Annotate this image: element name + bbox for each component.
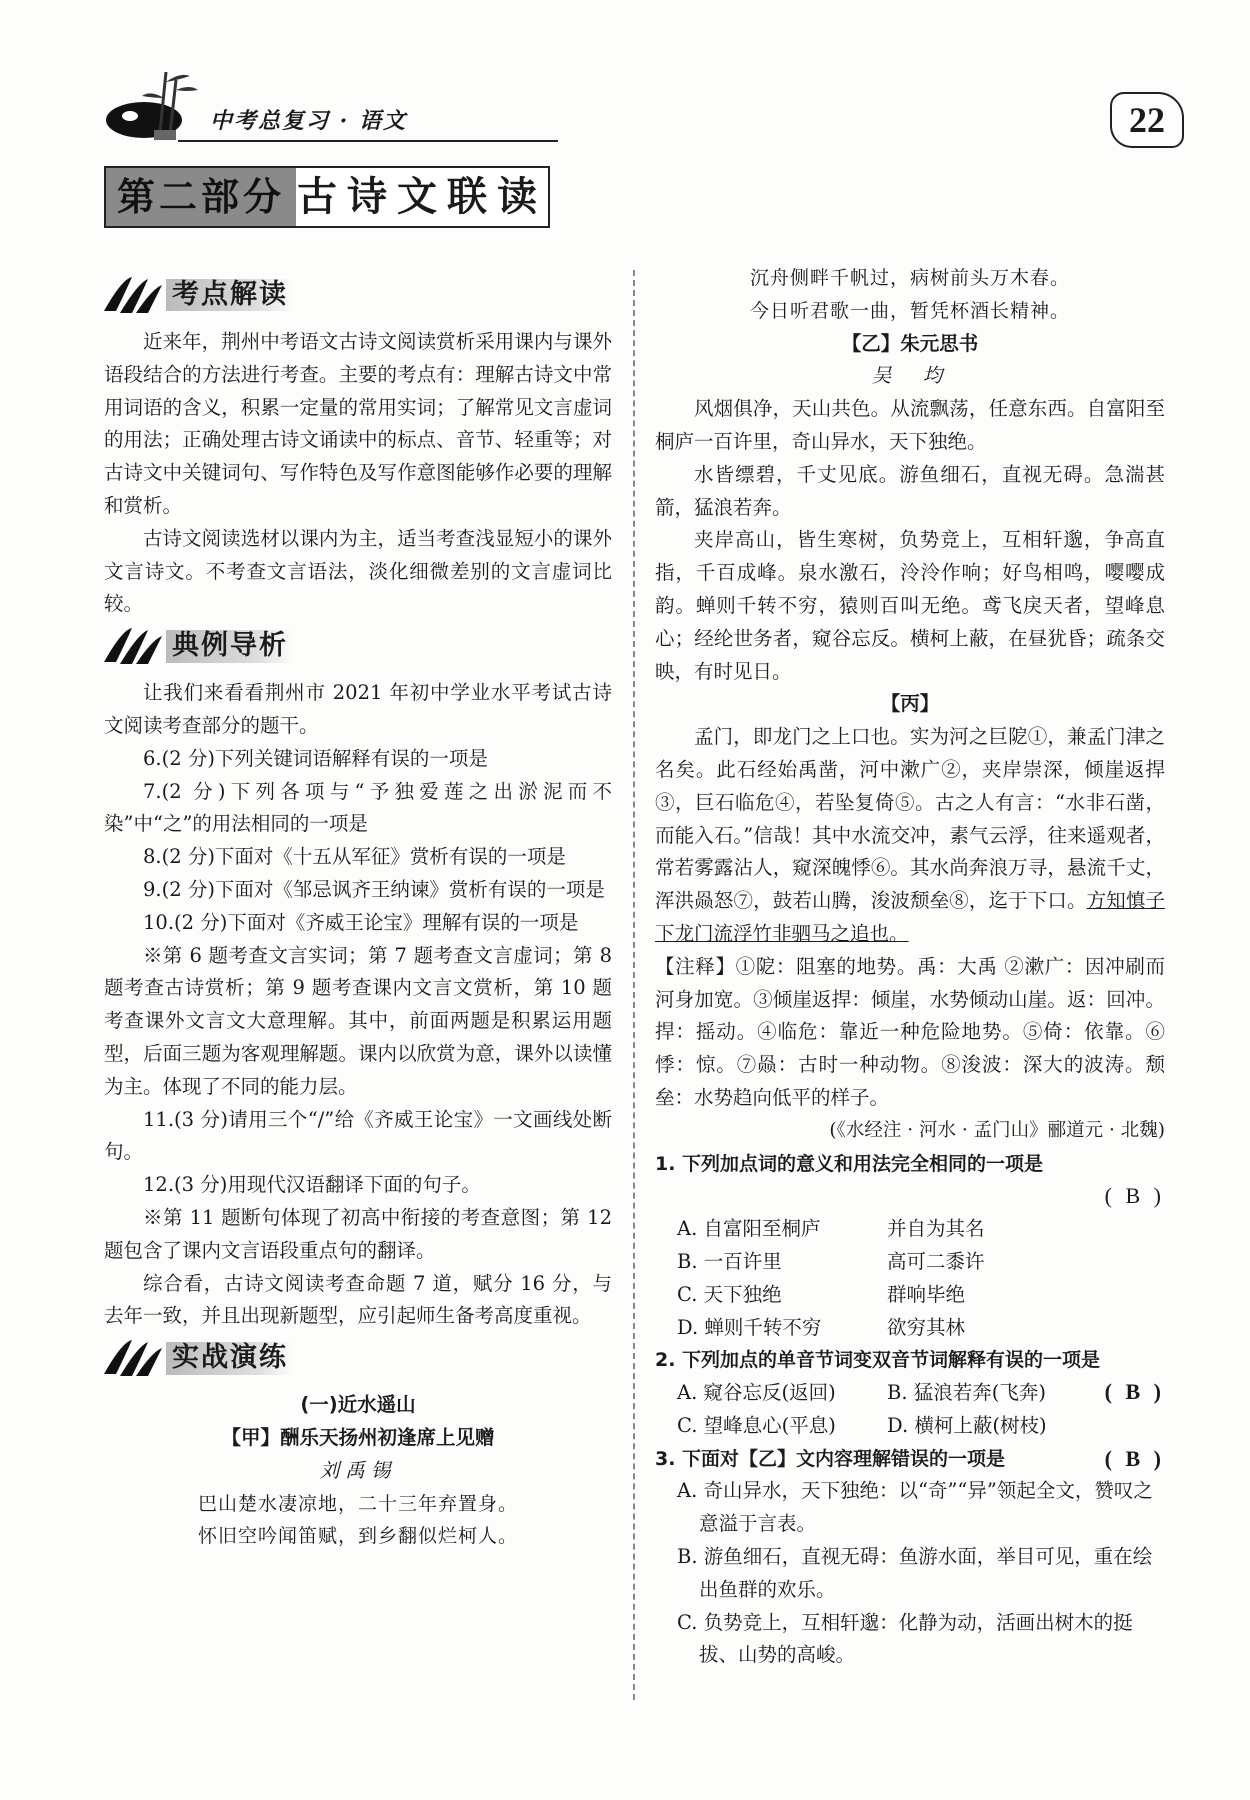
option-right: 并自为其名 bbox=[887, 1217, 985, 1241]
part-label: 第二部分 bbox=[106, 168, 296, 226]
brush-stroke-icon bbox=[102, 275, 166, 315]
underlined-sentence: 方知慎子下龙门流浮竹非驷马之追也。 bbox=[655, 889, 1165, 945]
question-item: 9.(2 分)下面对《邹忌讽齐王纳谏》赏析有误的一项是 bbox=[143, 877, 605, 901]
group-title: (一)近水遥山 bbox=[300, 1393, 416, 1417]
question-item: 6.(2 分)下列关键词语解释有误的一项是 bbox=[143, 746, 488, 770]
poem-line: 巴山楚水凄凉地，二十三年弃置身。 bbox=[197, 1492, 518, 1515]
question-1-stem: 1. 下列加点词的意义和用法完全相同的一项是 bbox=[655, 1152, 1044, 1175]
question-item: 10.(2 分)下面对《齐威王论宝》理解有误的一项是 bbox=[143, 910, 579, 934]
brush-stroke-icon bbox=[102, 626, 166, 666]
question-3-stem bbox=[655, 1443, 1165, 1476]
option-left: A. 窥谷忘反(返回) bbox=[677, 1381, 836, 1405]
option-line: C. 负势竞上，互相轩邈：化静为动，活画出树木的挺拔、山势的高峻。 bbox=[677, 1610, 1133, 1667]
option-left: D. 蝉则千转不穷 bbox=[677, 1315, 822, 1339]
option-row bbox=[655, 1213, 1165, 1246]
bamboo-logo-icon bbox=[100, 62, 200, 146]
paragraph: 综合看，古诗文阅读考查命题 7 道，赋分 16 分，与去年一致，并且出现新题型，应引起师生备考高度重视。 bbox=[104, 1271, 612, 1328]
section-heading-kaodian bbox=[102, 272, 612, 318]
question-item: 8.(2 分)下面对《十五从军征》赏析有误的一项是 bbox=[143, 845, 566, 869]
answer-1: ( B ) bbox=[1104, 1183, 1165, 1209]
option-left: C. 天下独绝 bbox=[677, 1282, 782, 1306]
paragraph: 风烟俱净，天山共色。从流飘荡，任意东西。自富阳至桐庐一百许里，奇山异水，天下独绝。 bbox=[655, 397, 1165, 453]
paragraph: 夹岸高山，皆生寒树，负势竞上，互相轩邈，争高直指，千百成峰。泉水激石，泠泠作响；好鸟相鸣，嘤嘤成韵。蝉则千转不穷，猿则百叫无绝。鸢飞戾天者，望峰息心；经纶世务者，窥谷忘反。横柯上蔽，在昼犹昏；疏条交映，有时见日。 bbox=[655, 528, 1165, 683]
text-title: 【丙】 bbox=[880, 692, 940, 716]
option-row bbox=[655, 1410, 1165, 1443]
book-title: 中考总复习 · 语文 bbox=[210, 108, 407, 134]
paragraph: 水皆缥碧，千丈见底。游鱼细石，直视无碍。急湍甚箭，猛浪若奔。 bbox=[655, 462, 1165, 519]
paragraph: ※第 11 题断句体现了初高中衔接的考查意图；第 12 题包含了课内文言语段重点句的翻译。 bbox=[104, 1205, 612, 1262]
answer-3: ( B ) bbox=[1104, 1445, 1165, 1471]
option-row bbox=[655, 1312, 1165, 1345]
option-row bbox=[655, 1279, 1165, 1312]
section-title: 实战演练 bbox=[166, 1342, 294, 1375]
column-divider bbox=[633, 270, 635, 1700]
brush-stroke-icon bbox=[102, 1338, 166, 1378]
section-title: 考点解读 bbox=[166, 279, 294, 312]
answer-2: ( B ) bbox=[1104, 1379, 1165, 1405]
poem-line: 怀旧空吟闻笛赋，到乡翻似烂柯人。 bbox=[197, 1525, 518, 1548]
option-row bbox=[655, 1377, 1105, 1410]
question-item: 12.(3 分)用现代汉语翻译下面的句子。 bbox=[143, 1173, 481, 1197]
option-left: B. 一百许里 bbox=[677, 1249, 782, 1273]
option-right: B. 猛浪若奔(飞奔) bbox=[887, 1381, 1046, 1405]
question-item: 11.(3 分)请用三个“/”给《齐威王论宝》一文画线处断句。 bbox=[104, 1107, 612, 1164]
paragraph: 古诗文阅读选材以课内为主，适当考查浅显短小的课外文言诗文。不考查文言语法，淡化细微差别的文言虚词比较。 bbox=[104, 526, 612, 616]
paragraph: ※第 6 题考查文言实词；第 7 题考查文言虚词；第 8 题考查古诗赏析；第 9 题考查课内文言文赏析，第 10 题考查课外文言文大意理解。其中，前面两题是积累运用题型，后面三题为客观理解题。课内以欣赏为意，课外以读懂为主。体现了不同的能力层。 bbox=[104, 943, 612, 1098]
left-column bbox=[104, 270, 612, 1553]
paragraph: 让我们来看看荆州市 2021 年初中学业水平考试古诗文阅读考查部分的题干。 bbox=[104, 681, 612, 737]
option-line: B. 游鱼细石，直视无碍：鱼游水面，举目可见，重在绘出鱼群的欢乐。 bbox=[677, 1545, 1153, 1601]
text-title: 【乙】朱元思书 bbox=[841, 331, 979, 355]
poem-line: 今日听君歌一曲，暂凭杯酒长精神。 bbox=[749, 299, 1070, 322]
option-right: 欲穷其林 bbox=[887, 1315, 966, 1339]
option-left: A. 自富阳至桐庐 bbox=[677, 1217, 821, 1241]
paragraph-text: 孟门，即龙门之上口也。实为河之巨阸①，兼孟门津之名矣。此石经始禹凿，河中漱广②，夹岸崇深，倾崖返捍③，巨石临危④，若坠复倚⑤。古之人有言：“水非石凿，而能入石。”信哉！其中水流交冲，素气云浮，往来遥观者，常若雾露沾人，窥深魄悸⑥。其水尚奔浪万寻，悬流千丈，浑洪赑怒⑦，鼓若山腾，浚波颓垒⑧，迄于下口。 bbox=[655, 725, 1165, 913]
poem-line: 沉舟侧畔千帆过，病树前头万木春。 bbox=[749, 267, 1070, 289]
question-2-text: 2. 下列加点的单音节词变双音节词解释有误的一项是 bbox=[655, 1349, 1101, 1372]
option-right: D. 横柯上蔽(树枝) bbox=[887, 1413, 1047, 1437]
annotation-note: 【注释】①阸：阻塞的地势。禹：大禹 ②漱广：因冲刷而河身加宽。③倾崖返捍：倾崖，水势倾动山崖。返：回冲。捍：摇动。④临危：靠近一种危险地势。⑤倚：依靠。⑥悸：惊。⑦赑：古时一种动物。⑧浚波：深大的波涛。颓垒：水势趋向低平的样子。 bbox=[655, 954, 1165, 1109]
part-banner bbox=[104, 166, 550, 228]
section-heading-shizhan bbox=[102, 1335, 612, 1381]
paragraph bbox=[655, 721, 1165, 951]
option-right: 高可二黍许 bbox=[887, 1249, 985, 1273]
section-title: 典例导析 bbox=[166, 630, 294, 663]
header-rule bbox=[178, 140, 558, 142]
page-number: 22 bbox=[1110, 92, 1184, 148]
source-citation: (《水经注 · 河水 · 孟门山》郦道元 · 北魏) bbox=[829, 1119, 1165, 1141]
option-line: A. 奇山异水，天下独绝：以“奇”“异”领起全文，赞叹之意溢于言表。 bbox=[677, 1479, 1153, 1536]
part-title: 古诗文联读 bbox=[296, 168, 548, 226]
option-left: C. 望峰息心(平息) bbox=[677, 1413, 836, 1437]
option-row bbox=[655, 1246, 1165, 1279]
text-author: 吴 均 bbox=[871, 364, 949, 388]
paragraph: 近来年，荆州中考语文古诗文阅读赏析采用课内与课外语段结合的方法进行考查。主要的考点有：理解古诗文中常用词语的含义，积累一定量的常用实词；了解常见文言虚词的用法；正确处理古诗文诵读中的标点、音节、轻重等；对古诗文中关键词句、写作特色及写作意图能够作必要的理解和赏析。 bbox=[104, 330, 612, 517]
right-column bbox=[655, 262, 1165, 1672]
question-3-text: 3. 下面对【乙】文内容理解错误的一项是 bbox=[655, 1447, 1006, 1470]
poem-author: 刘禹锡 bbox=[319, 1458, 397, 1482]
poem-title: 【甲】酬乐天扬州初逢席上见赠 bbox=[221, 1425, 495, 1449]
section-heading-dianli bbox=[102, 623, 612, 669]
option-right: 群响毕绝 bbox=[887, 1282, 966, 1306]
question-item: 7.(2 分)下列各项与“予独爱莲之出淤泥而不染”中“之”的用法相同的一项是 bbox=[104, 779, 612, 836]
